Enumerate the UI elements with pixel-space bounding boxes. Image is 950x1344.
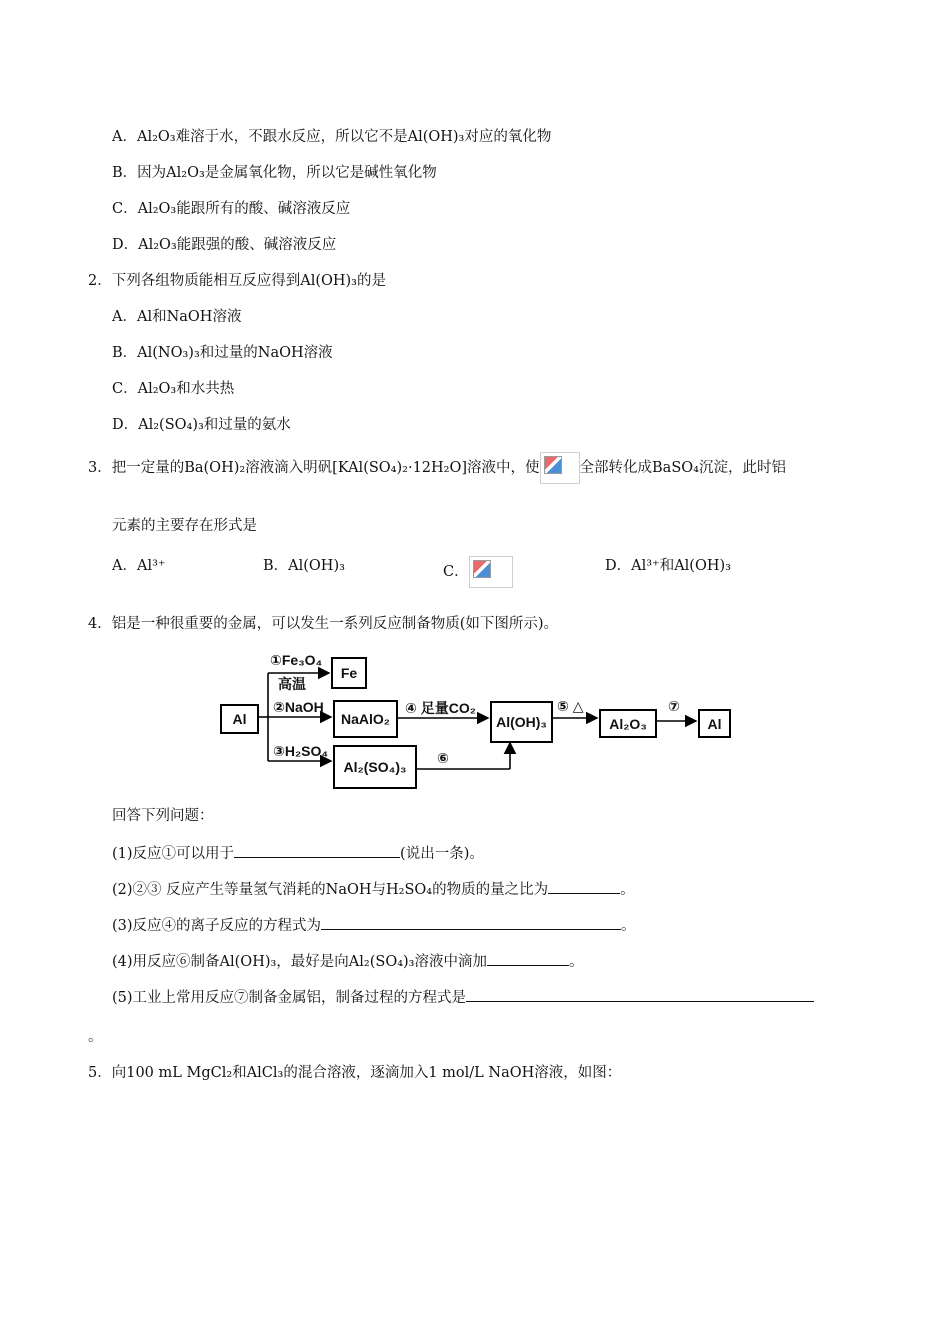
label-reaction-3: ③H₂SO₄ xyxy=(273,743,329,759)
node-aloh3: Al(OH)₃ xyxy=(490,701,553,743)
q4-sub1-text: (1)反应①可以用于 xyxy=(112,846,235,862)
q4-sub4-text: (4)用反应⑥制备Al(OH)₃，最好是向Al₂(SO₄)₃溶液中滴加 xyxy=(112,954,487,970)
q4-sub3 xyxy=(112,915,636,936)
label-reaction-1: ①Fe₃O₄ xyxy=(270,652,323,668)
node-al-start: Al xyxy=(220,704,259,734)
q4-sub2-text: (2)②③ 反应产生等量氢气消耗的NaOH与H₂SO₄的物质的量之比为 xyxy=(112,882,549,898)
node-al-end: Al xyxy=(698,709,731,738)
q5-stem: 5．向100 mL MgCl₂和AlCl₃的混合溶液，逐滴加入1 mol/L NaOH溶液，如图： xyxy=(88,1065,622,1081)
q2-option-d: D．Al₂(SO₄)₃和过量的氨水 xyxy=(112,417,291,433)
q2-option-c: C．Al₂O₃和水共热 xyxy=(112,381,235,397)
q4-sub4 xyxy=(112,951,584,972)
q2-stem: 2．下列各组物质能相互反应得到Al(OH)₃的是 xyxy=(88,273,386,289)
label-reaction-1-condition: 高温 xyxy=(278,676,306,692)
q4-stem: 4．铝是一种很重要的金属，可以发生一系列反应制备物质(如下图所示)。 xyxy=(88,616,559,632)
answer-blank[interactable] xyxy=(487,951,569,966)
q2-option-a: A．Al和NaOH溶液 xyxy=(112,309,242,325)
label-reaction-4: ④ 足量CO₂ xyxy=(405,700,476,716)
q1-option-c: C．Al₂O₃能跟所有的酸、碱溶液反应 xyxy=(112,201,351,217)
q3-option-a: A．Al³⁺ xyxy=(112,558,166,574)
answer-blank[interactable] xyxy=(548,879,620,894)
q4-sub5-end: 。 xyxy=(88,1029,103,1045)
q2-option-b: B．Al(NO₃)₃和过量的NaOH溶液 xyxy=(112,345,333,361)
node-al2o3: Al₂O₃ xyxy=(599,709,657,738)
q1-option-d: D．Al₂O₃能跟强的酸、碱溶液反应 xyxy=(112,237,337,253)
missing-image-icon xyxy=(469,556,513,588)
q4-sub5-text: (5)工业上常用反应⑦制备金属铝，制备过程的方程式是 xyxy=(112,990,467,1006)
q4-sub3-text: (3)反应④的离子反应的方程式为 xyxy=(112,918,322,934)
q3-option-b: B．Al(OH)₃ xyxy=(263,558,345,574)
q3-stem xyxy=(88,452,786,484)
node-fe: Fe xyxy=(331,657,367,689)
q4-sub2 xyxy=(112,879,635,900)
q3-stem-line2: 元素的主要存在形式是 xyxy=(112,518,257,534)
q1-option-a: A．Al₂O₃难溶于水，不跟水反应，所以它不是Al(OH)₃对应的氧化物 xyxy=(112,129,552,145)
q3-option-c xyxy=(443,556,513,588)
node-naalo2: NaAlO₂ xyxy=(333,700,398,738)
missing-image-icon xyxy=(540,452,580,484)
q4-sub1-suffix: (说出一条)。 xyxy=(400,846,484,862)
q4-prompt: 回答下列问题： xyxy=(112,808,214,824)
q1-option-b: B．因为Al₂O₃是金属氧化物，所以它是碱性氧化物 xyxy=(112,165,437,181)
q4-sub4-suffix: 。 xyxy=(569,954,584,970)
q4-sub5 xyxy=(112,987,814,1008)
q4-sub3-suffix: 。 xyxy=(621,918,636,934)
label-reaction-7: ⑦ xyxy=(668,698,680,714)
node-al2so43: Al₂(SO₄)₃ xyxy=(333,745,417,789)
q3-stem-part1: 3．把一定量的Ba(OH)₂溶液滴入明矾[KAl(SO₄)₂·12H₂O]溶液中，使 xyxy=(88,460,540,476)
answer-blank[interactable] xyxy=(321,915,621,930)
label-reaction-2: ②NaOH xyxy=(273,699,324,715)
q4-sub2-suffix: 。 xyxy=(620,882,635,898)
label-reaction-6: ⑥ xyxy=(437,750,449,766)
q4-sub1 xyxy=(112,843,484,864)
answer-blank[interactable] xyxy=(234,843,400,858)
q3-option-d: D．Al³⁺和Al(OH)₃ xyxy=(605,558,731,574)
q3-option-c-label: C． xyxy=(443,564,469,580)
q3-stem-part2: 全部转化成BaSO₄沉淀，此时铝 xyxy=(579,460,786,476)
answer-blank[interactable] xyxy=(466,987,814,1002)
label-reaction-5: ⑤ △ xyxy=(557,698,584,714)
